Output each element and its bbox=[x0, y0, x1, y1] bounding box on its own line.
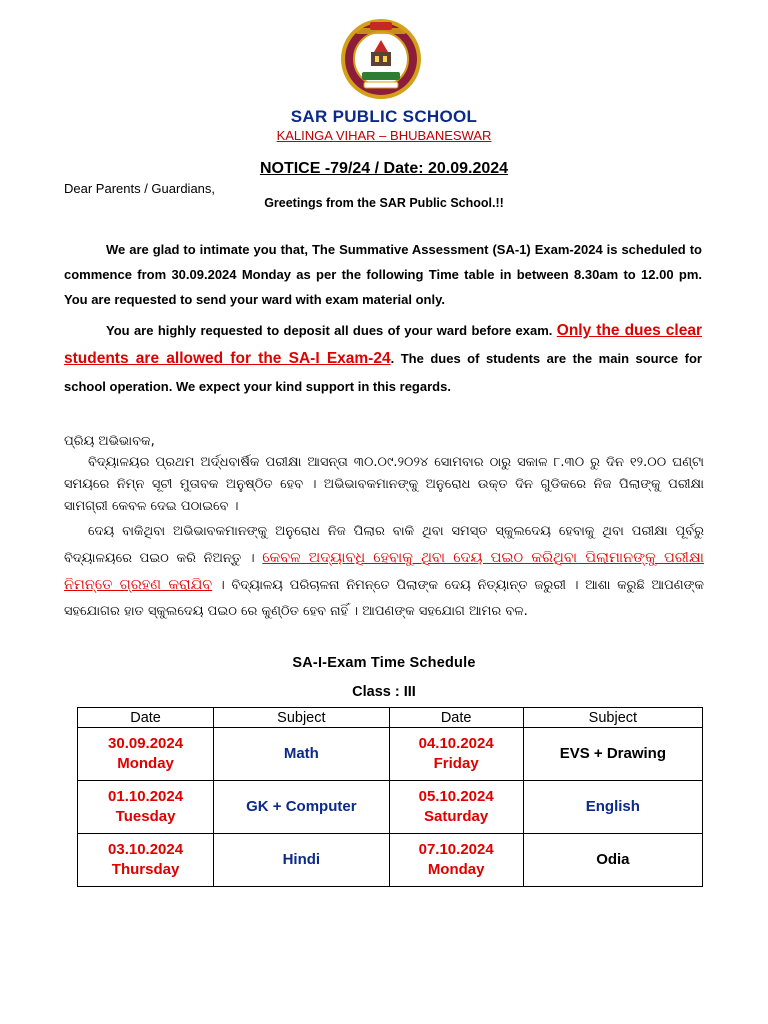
exam-subject: Hindi bbox=[214, 834, 389, 887]
exam-subject: EVS + Drawing bbox=[523, 728, 702, 781]
exam-date-cell bbox=[389, 728, 523, 781]
exam-day: Thursday bbox=[111, 861, 180, 878]
school-crest-icon bbox=[340, 18, 422, 100]
schedule-class: Class : III bbox=[352, 684, 416, 700]
exam-date: 05.10.2024 bbox=[418, 788, 494, 805]
school-name: SAR PUBLIC SCHOOL bbox=[290, 107, 478, 126]
greeting: Greetings from the SAR Public School.!! bbox=[264, 196, 504, 210]
header-subject: Subject bbox=[214, 708, 389, 728]
exam-subject: Math bbox=[214, 728, 389, 781]
exam-date: 01.10.2024 bbox=[108, 788, 184, 805]
table-row bbox=[78, 834, 703, 887]
exam-date-cell bbox=[78, 834, 214, 887]
exam-date: 03.10.2024 bbox=[108, 841, 184, 858]
dues-paragraph bbox=[64, 317, 702, 401]
exam-date-cell bbox=[389, 781, 523, 834]
odia-dues-before: ଦେୟ ବାକିଥିବା ଅଭିଭାବକମାନଙ୍କୁ ଅନୁରୋଧ ନିଜ ପିଲାର ବାକି ଥିବା ସମସ୍ତ ସ୍କୁଲଦେୟ ହେବାକୁ ଥିବା ପରୀକ୍ଷା ପୂର୍ବରୁ ବିଦ୍ୟାଳୟରେ ପଇଠ କରି ନିଅନ୍ତୁ । bbox=[64, 524, 704, 566]
exam-date: 07.10.2024 bbox=[418, 841, 494, 858]
exam-date: 30.09.2024 bbox=[108, 735, 184, 752]
intro-paragraph: We are glad to intimate you that, The Summative Assessment (SA-1) Exam-2024 is scheduled to commence from 30.09.2024 Monday as per the following Time table in between 8.30am to 12.00 pm. You are requested to send your ward with exam material only. bbox=[64, 242, 702, 307]
exam-date: 04.10.2024 bbox=[418, 735, 494, 752]
exam-day: Tuesday bbox=[115, 808, 176, 825]
exam-subject: Odia bbox=[523, 834, 702, 887]
header-date: Date bbox=[389, 708, 523, 728]
exam-day: Saturday bbox=[424, 808, 489, 825]
notice-heading: NOTICE -79/24 / Date: 20.09.2024 bbox=[259, 160, 509, 177]
header-date: Date bbox=[78, 708, 214, 728]
exam-subject: English bbox=[523, 781, 702, 834]
odia-dues-warning: କେବଳ ଅଦ୍ୟାବଧି ହେବାକୁ ଥିବା ଦେୟ ପଇଠ କରିଥିବା ପିଲାମାନଙ୍କୁ ପରୀକ୍ଷା ନିମନ୍ତେ ଗ୍ରହଣ କରାଯିବ bbox=[64, 550, 704, 593]
salutation: Dear Parents / Guardians, bbox=[64, 181, 216, 196]
schedule-header-row bbox=[78, 708, 703, 728]
odia-intro-paragraph: ବିଦ୍ୟାଳୟର ପ୍ରଥମ ଅର୍ଦ୍ଧବାର୍ଷିକ ପରୀକ୍ଷା ଆସନ୍ତା ୩୦.୦୯.୨୦୨୪ ସୋମବାର ଠାରୁ ସକାଳ ୮.୩୦ ରୁ ଦିନ ୧୨.୦୦ ଘଣ୍ଟା ସମୟରେ ନିମ୍ନ ସୂଚୀ ମୁତାବକ ଅନୁଷ୍ଠିତ ହେବ । ଅଭିଭାବକମାନଙ୍କୁ ଅନୁରୋଧ ଉକ୍ତ ଦିନ ଗୁଡିକରେ ନିଜ ପିଲାଙ୍କୁ ପରୀକ୍ଷା ସାମଗ୍ରୀ କେବଳ ଦେଇ ପଠାଇବେ । bbox=[64, 455, 704, 514]
dues-text-before: You are highly requested to deposit all dues of your ward before exam. bbox=[106, 323, 557, 338]
table-row bbox=[78, 781, 703, 834]
header-subject: Subject bbox=[523, 708, 702, 728]
odia-salutation: ପ୍ରିୟ ଅଭିଭାବକ, bbox=[64, 434, 155, 449]
exam-date-cell bbox=[78, 781, 214, 834]
exam-date-cell bbox=[78, 728, 214, 781]
odia-dues-paragraph bbox=[64, 519, 704, 625]
exam-day: Monday bbox=[117, 755, 174, 772]
exam-date-cell bbox=[389, 834, 523, 887]
odia-dues-after: । ବିଦ୍ୟାଳୟ ପରିଚାଳନା ନିମନ୍ତେ ପିଲାଙ୍କ ଦେୟ ନିତ୍ୟାନ୍ତ ଜରୁରୀ । ଆଶା କରୁଛି ଆପଣଙ୍କ ସହଯୋଗର ହାତ ସ୍କୁଲଦେୟ ପଇଠ ରେ କୁଣ୍ଠିତ ହେବ ନାହିଁ । ଆପଣଙ୍କ ସହଯୋଗ ଆମର ବଳ. bbox=[64, 578, 704, 619]
dues-text-after: . The dues of students are the main source for school operation. We expect your kind support in this regards. bbox=[64, 351, 702, 394]
table-row bbox=[78, 728, 703, 781]
exam-day: Monday bbox=[427, 861, 485, 878]
school-address: KALINGA VIHAR – BHUBANESWAR bbox=[276, 128, 492, 143]
dues-warning: Only the dues clear students are allowed for the SA-I Exam-24 bbox=[64, 322, 703, 367]
schedule-table bbox=[77, 707, 703, 887]
schedule-title: SA-I-Exam Time Schedule bbox=[292, 655, 476, 671]
exam-subject: GK + Computer bbox=[214, 781, 389, 834]
exam-day: Friday bbox=[433, 755, 479, 772]
